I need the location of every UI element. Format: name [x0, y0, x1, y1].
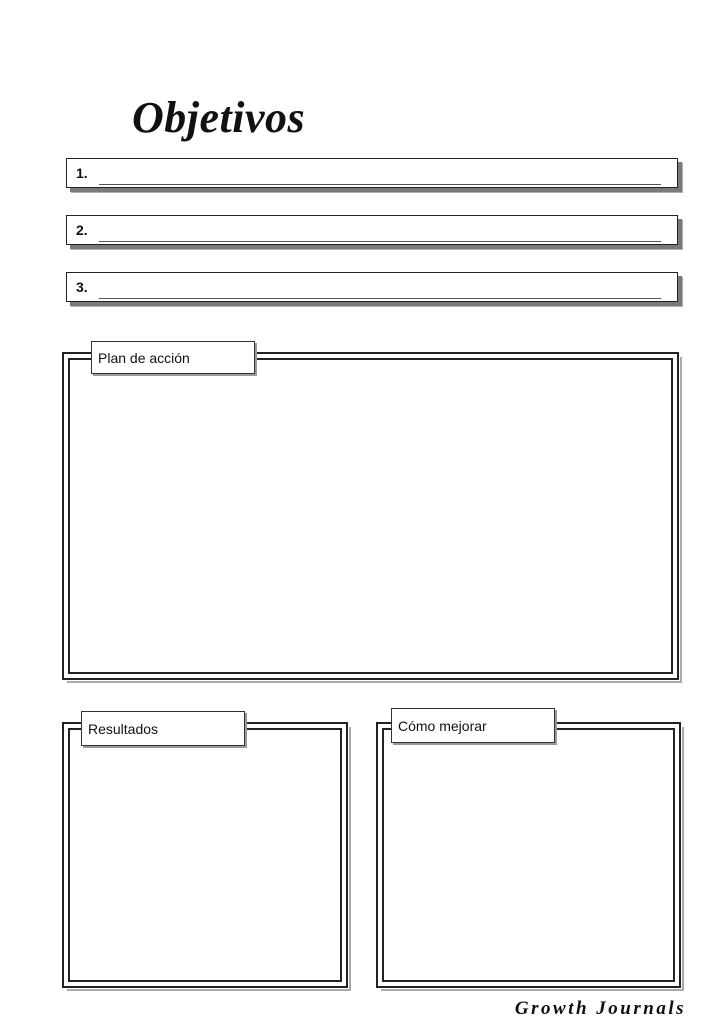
plan-label-text: Plan de acción: [98, 349, 190, 366]
brand-footer: Growth Journals: [514, 998, 686, 1019]
results-writing-area[interactable]: [68, 728, 342, 982]
goal-field-1[interactable]: [66, 158, 678, 188]
goal-number: 1.: [76, 165, 88, 181]
results-label: [81, 711, 245, 746]
improve-label-text: Cómo mejorar: [398, 717, 487, 734]
goal-line: [99, 184, 661, 185]
goal-line: [99, 241, 661, 242]
goal-field-3[interactable]: [66, 272, 678, 302]
plan-label: [91, 341, 255, 374]
goal-field-2[interactable]: [66, 215, 678, 245]
page-title: Objetivos: [132, 93, 306, 142]
goal-number: 3.: [76, 279, 88, 295]
improve-section[interactable]: [376, 722, 681, 988]
improve-writing-area[interactable]: [382, 728, 675, 982]
goal-line: [99, 298, 661, 299]
plan-section[interactable]: [62, 349, 679, 680]
improve-label: [391, 708, 555, 743]
plan-writing-area[interactable]: [68, 358, 673, 674]
results-label-text: Resultados: [88, 720, 159, 737]
results-section[interactable]: [62, 722, 348, 988]
goal-number: 2.: [76, 222, 88, 238]
